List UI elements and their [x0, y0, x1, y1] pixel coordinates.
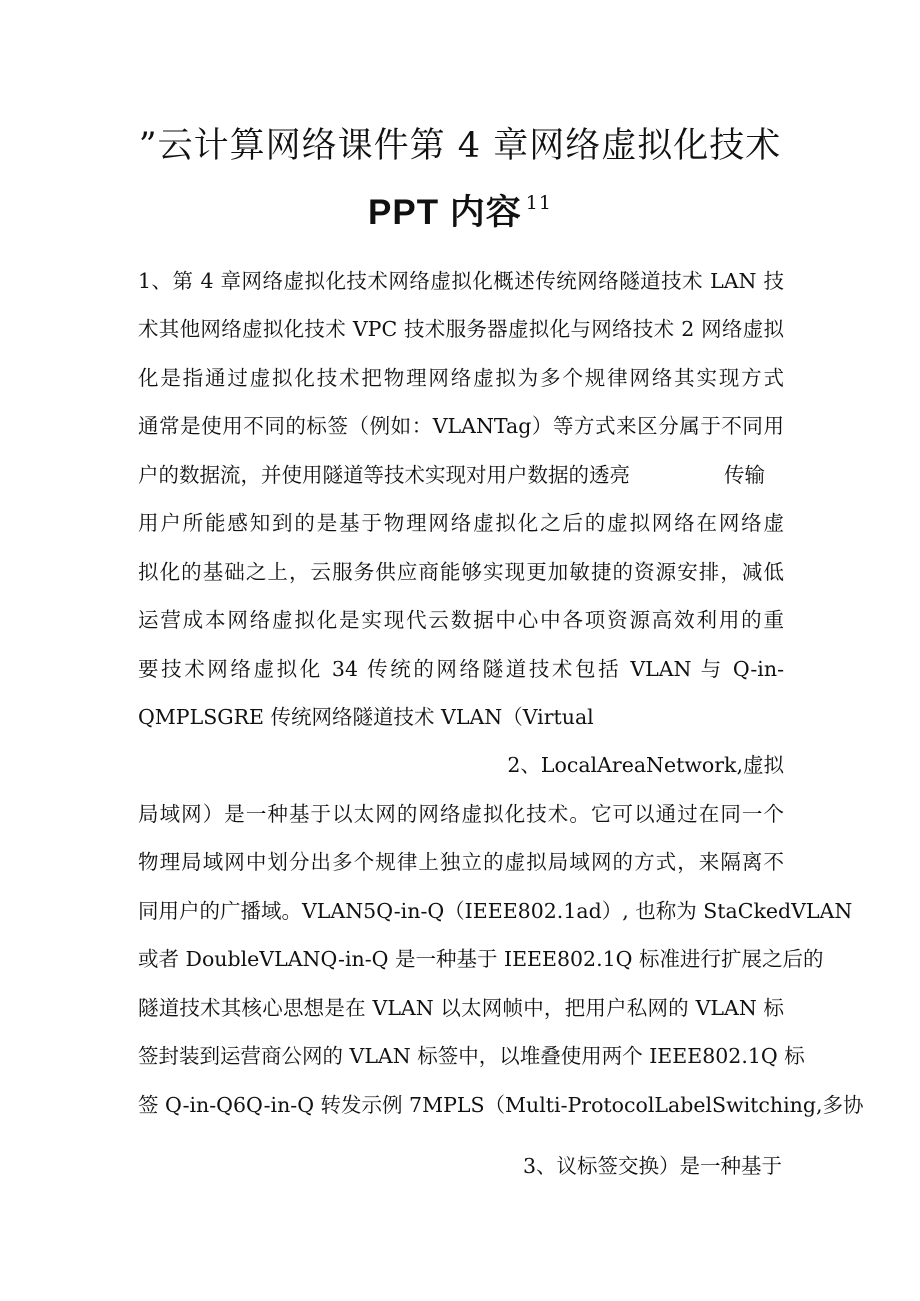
body-line-8: 运营成本网络虚拟化是实现代云数据中心中各项资源高效利用的重 [138, 608, 784, 632]
title-superscript: 11 [525, 192, 552, 214]
body-line-17: 签封装到运营商公网的 VLAN 标签中，以堆叠使用两个 IEEE802.1Q 标 [138, 1044, 805, 1068]
body-line-6: 用户所能感知到的是基于物理网络虚拟化之后的虚拟网络在网络虚 [138, 511, 784, 535]
body-line-4: 通常是使用不同的标签（例如：VLANTag）等方式来区分属于不同用 [138, 414, 784, 438]
body-line-18: 签 Q-in-Q6Q-in-Q 转发示例 7MPLS（Multi-ProtocolLabelSwitching,多协 [138, 1093, 864, 1117]
body-line-19: 3、议标签交换）是一种基于 [522, 1154, 782, 1178]
document-title-line-2 [0, 181, 920, 235]
body-line-5: 户的数据流，并使用隧道等技术实现对用户数据的透亮 [138, 463, 630, 487]
body-line-1: 1、第 4 章网络虚拟化技术网络虚拟化概述传统网络隧道技术 LAN 技 [138, 269, 784, 293]
body-line-16: 隧道技术其核心思想是在 VLAN 以太网帧中，把用户私网的 VLAN 标 [138, 996, 784, 1020]
body-line-2: 术其他网络虚拟化技术 VPC 技术服务器虚拟化与网络技术 2 网络虚拟 [138, 317, 784, 341]
document-title-line-1 [0, 124, 920, 168]
title-text-1: ”云计算网络课件第 4 章网络虚拟化技术 [138, 126, 782, 166]
body-line-14: 同用户的广播域。VLAN5Q-in-Q（IEEE802.1ad）, 也称为 StaCkedVLAN [138, 899, 853, 923]
body-line-15: 或者 DoubleVLANQ-in-Q 是一种基于 IEEE802.1Q 标准进行扩展之后的 [138, 947, 824, 971]
body-line-3: 化是指通过虚拟化技术把物理网络虚拟为多个规律网络其实现方式 [138, 366, 784, 390]
body-line-12: 局域网）是一种基于以太网的网络虚拟化技术。它可以通过在同一个 [138, 802, 784, 826]
body-line-9: 要技术网络虚拟化 34 传统的网络隧道技术包括 VLAN 与 Q-in- [138, 657, 784, 681]
body-line-7: 拟化的基础之上，云服务供应商能够实现更加敏捷的资源安排，减低 [138, 560, 784, 584]
body-line-10: QMPLSGRE 传统网络隧道技术 VLAN（Virtual [138, 705, 594, 729]
body-line-5b: 传输 [724, 463, 765, 487]
title-text-2: PPT 内容 [368, 193, 522, 232]
body-line-13: 物理局域网中划分出多个规律上独立的虚拟局域网的方式，来隔离不 [138, 850, 784, 874]
body-line-11: 2、LocalAreaNetwork,虚拟 [507, 753, 784, 777]
